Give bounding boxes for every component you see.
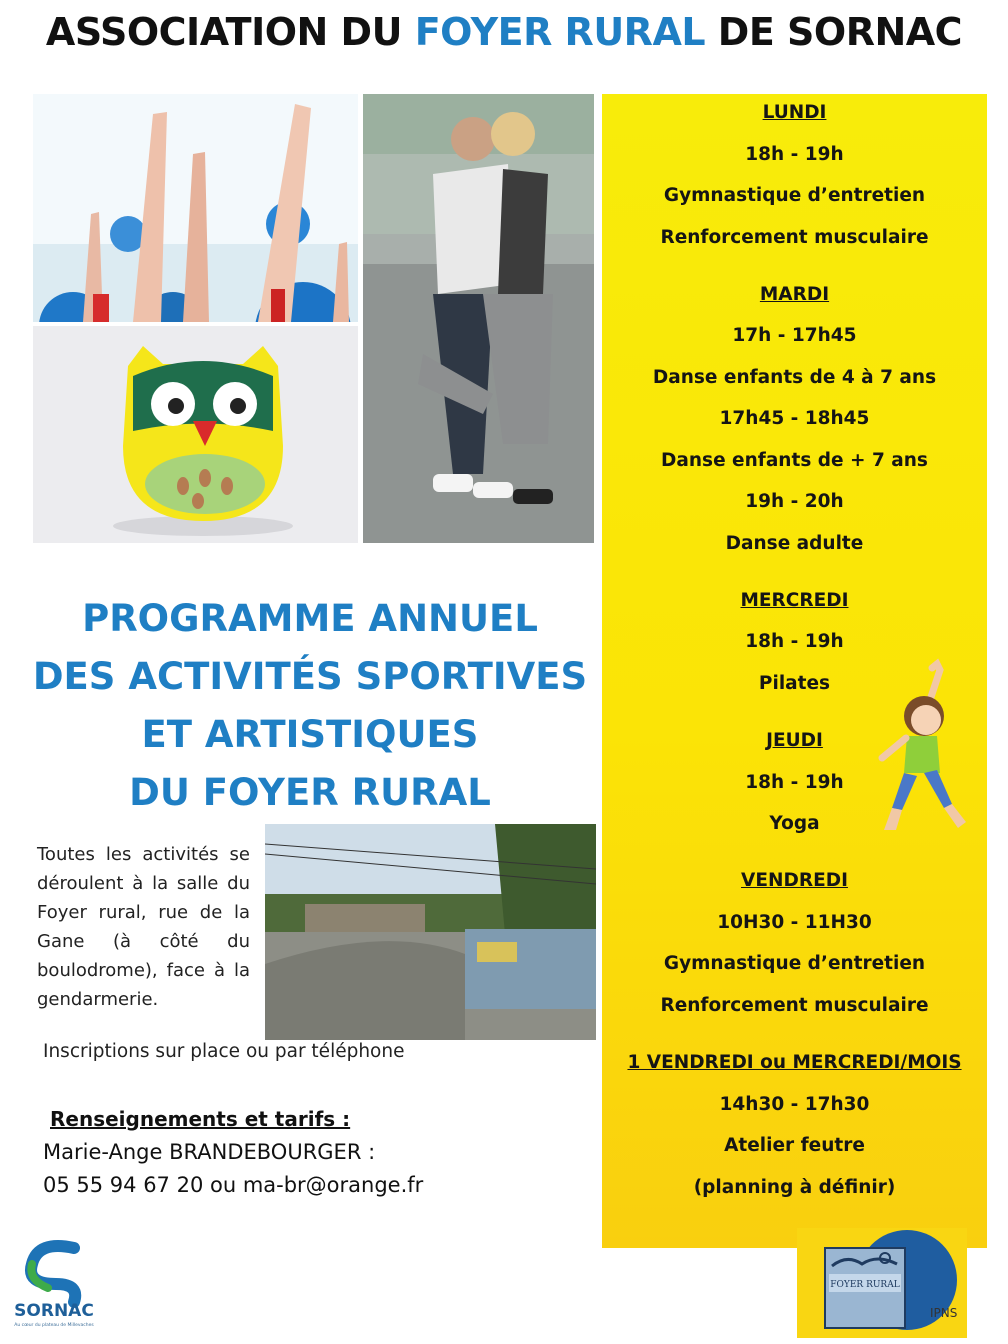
schedule-line: Gymnastique d’entretien: [663, 953, 926, 974]
title-line: DU FOYER RURAL: [129, 771, 491, 814]
schedule-line: 18h - 19h: [745, 144, 844, 165]
yoga-girl-illustration: [862, 658, 972, 838]
schedule-line: Danse enfants de 4 à 7 ans: [652, 367, 937, 388]
schedule-line: (planning à définir): [693, 1177, 896, 1198]
schedule-line: Renforcement musculaire: [660, 995, 929, 1016]
location-text: Toutes les activités se déroulent à la salle du Foyer rural, rue de la Gane (à côté du boulodrome), face à la gendarmerie.: [37, 844, 250, 1010]
schedule-day-lundi: LUNDI: [762, 102, 827, 123]
schedule-line: Gymnastique d’entretien: [663, 185, 926, 206]
title-line: ET ARTISTIQUES: [141, 713, 479, 756]
foyer-rural-logo: [797, 1228, 967, 1338]
photo-foyer-rural-building: [265, 824, 596, 1040]
ipns-label: IPNS: [930, 1306, 958, 1320]
schedule-line: Pilates: [758, 673, 831, 694]
schedule-line: 14h30 - 17h30: [719, 1094, 870, 1115]
schedule-line: Danse enfants de + 7 ans: [661, 450, 928, 471]
schedule-line: 18h - 19h: [745, 772, 844, 793]
title-line: DES ACTIVITÉS SPORTIVES: [32, 655, 588, 698]
contact-name: Marie-Ange BRANDEBOURGER :: [43, 1140, 376, 1164]
schedule-line: 17h45 - 18h45: [719, 408, 870, 429]
program-title: [20, 590, 600, 822]
photo-dancing-couple: [363, 94, 594, 543]
inscriptions-note: Inscriptions sur place ou par téléphone: [43, 1041, 405, 1062]
page-header: [0, 10, 1008, 54]
schedule-line: Danse adulte: [725, 533, 864, 554]
contact-phone-email: 05 55 94 67 20 ou ma-br@orange.fr: [43, 1173, 424, 1197]
contact-heading: Renseignements et tarifs :: [50, 1107, 351, 1131]
header-part1: ASSOCIATION DU: [45, 10, 415, 54]
schedule-line: 17h - 17h45: [732, 325, 857, 346]
foyer-logo-sign: FOYER RURAL: [830, 1280, 900, 1290]
sornac-logo-name: SORNAC: [14, 1301, 94, 1321]
header-highlight: FOYER RURAL: [414, 10, 706, 54]
schedule-line: Yoga: [769, 813, 820, 834]
schedule-day-mercredi: MERCREDI: [740, 590, 849, 611]
schedule-line: 18h - 19h: [745, 631, 844, 652]
sornac-logo: [8, 1240, 100, 1332]
schedule-day-jeudi: JEUDI: [766, 730, 823, 751]
photo-pilates-balls: [33, 94, 358, 322]
schedule-line: Renforcement musculaire: [660, 227, 929, 248]
photo-felt-owl: [33, 326, 358, 543]
schedule-line: 10H30 - 11H30: [717, 912, 872, 933]
header-part2: DE SORNAC: [705, 10, 963, 54]
title-line: PROGRAMME ANNUEL: [82, 597, 538, 640]
schedule-day-mardi: MARDI: [759, 284, 830, 305]
schedule-line: 19h - 20h: [745, 491, 844, 512]
schedule-line: Atelier feutre: [724, 1135, 865, 1156]
schedule-day-vendredi: VENDREDI: [741, 870, 848, 891]
sornac-logo-tagline: Au cœur du plateau de Millevaches: [14, 1323, 94, 1328]
schedule-day-monthly: 1 VENDREDI ou MERCREDI/MOIS: [627, 1052, 962, 1073]
